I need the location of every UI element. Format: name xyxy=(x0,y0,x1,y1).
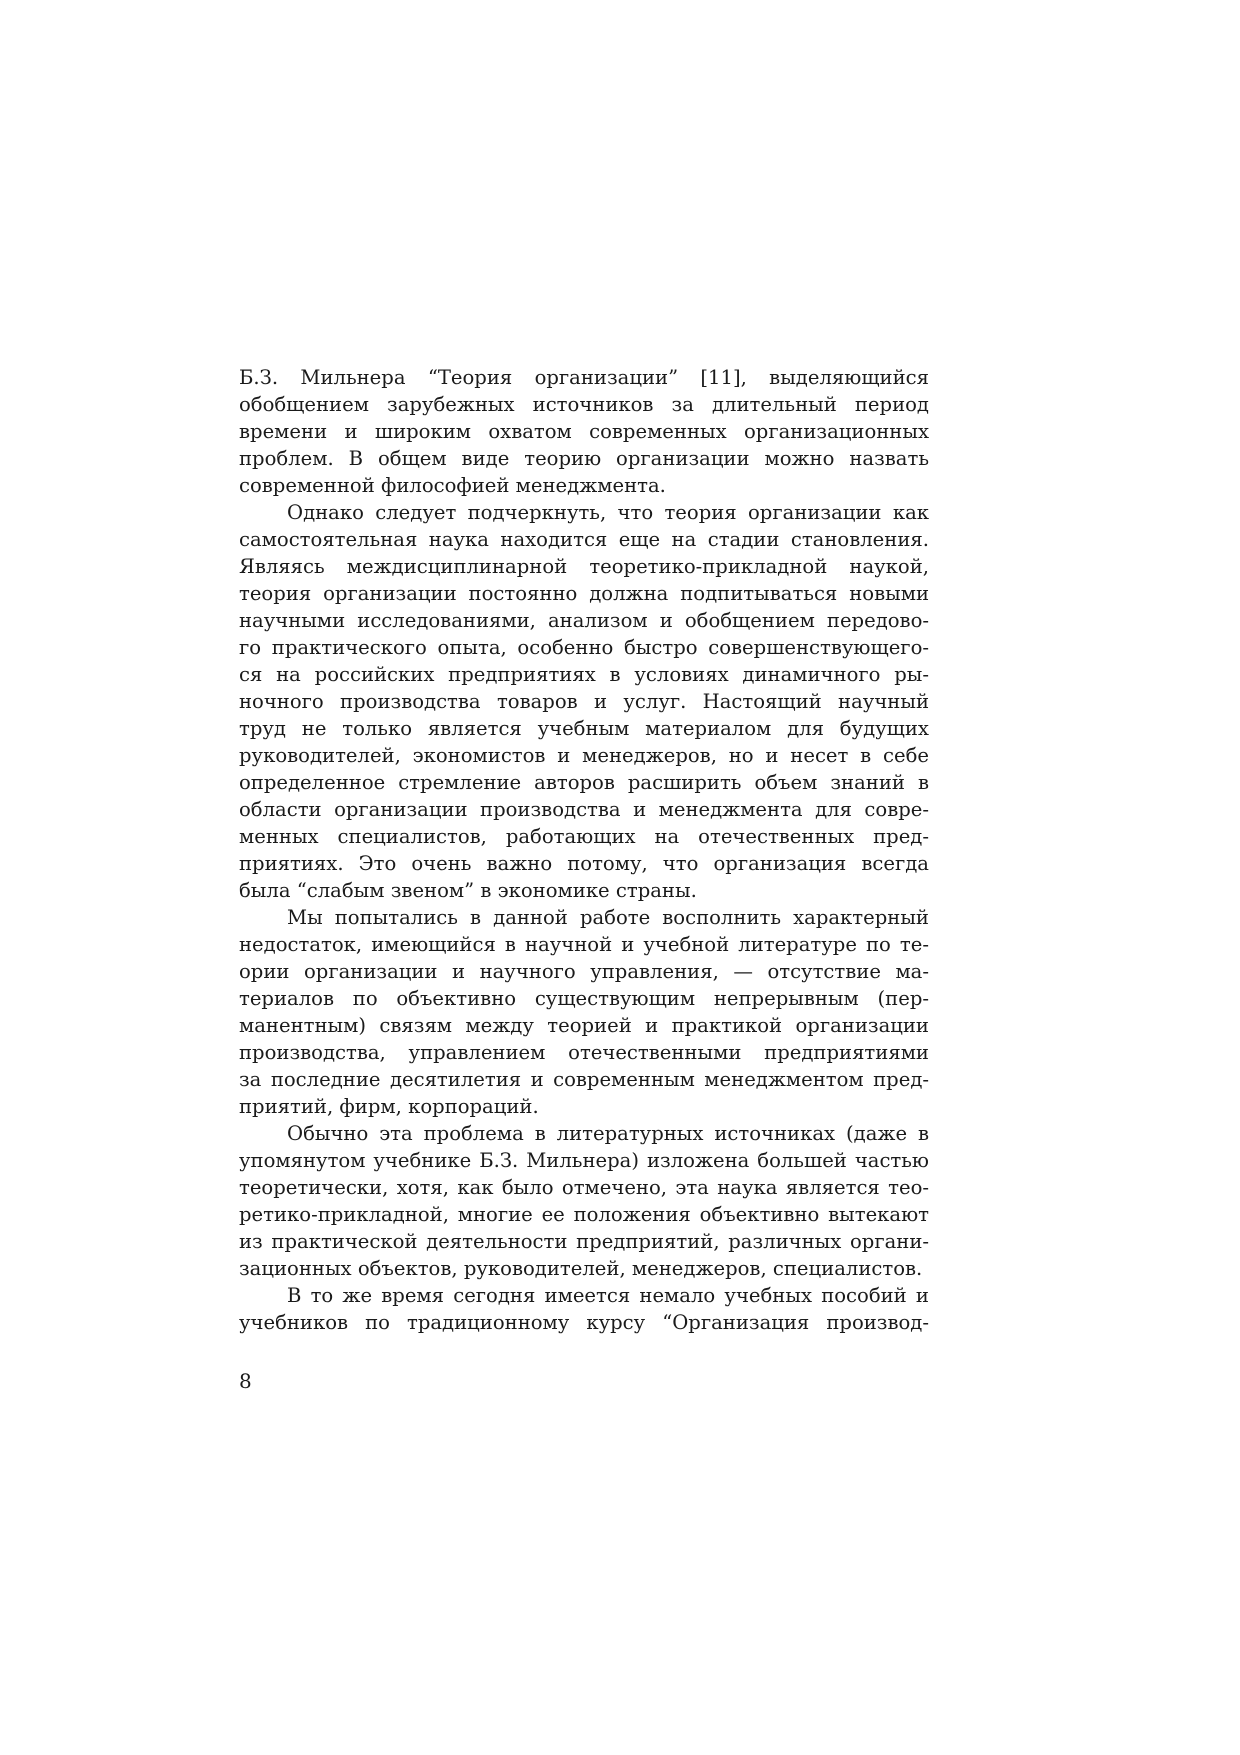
text-line: го практического опыта, особенно быстро совершенствующего- xyxy=(239,636,929,659)
text-line: Однако следует подчеркнуть, что теория организации как xyxy=(287,501,929,524)
text-line: Обычно эта проблема в литературных источниках (даже в xyxy=(287,1122,929,1145)
text-line: Являясь междисциплинарной теоретико-прикладной наукой, xyxy=(239,555,929,578)
text-line: упомянутом учебнике Б.З. Мильнера) изложена большей частью xyxy=(239,1149,929,1172)
text-line: учебников по традиционному курсу “Организация производ- xyxy=(239,1311,929,1334)
text-line: современной философией менеджмента. xyxy=(239,474,666,497)
text-line: ории организации и научного управления, — отсутствие ма- xyxy=(239,960,929,983)
text-line: манентным) связям между теорией и практикой организации xyxy=(239,1014,929,1037)
text-line: была “слабым звеном” в экономике страны. xyxy=(239,879,697,902)
text-line: ретико-прикладной, многие ее положения объективно вытекают xyxy=(239,1203,929,1226)
text-line: за последние десятилетия и современным менеджментом пред- xyxy=(239,1068,929,1091)
text-line: проблем. В общем виде теорию организации можно назвать xyxy=(239,447,929,470)
text-line: ся на российских предприятиях в условиях динамичного ры- xyxy=(239,663,929,686)
text-line: области организации производства и менеджмента для совре- xyxy=(239,798,929,821)
text-line: времени и широким охватом современных организационных xyxy=(239,420,929,443)
text-line: териалов по объективно существующим непрерывным (пер- xyxy=(239,987,929,1010)
text-line: теория организации постоянно должна подпитываться новыми xyxy=(239,582,929,605)
paragraph xyxy=(239,1282,929,1336)
text-line: теоретически, хотя, как было отмечено, эта наука является тео- xyxy=(239,1176,929,1199)
paragraph xyxy=(239,499,929,904)
text-line: недостаток, имеющийся в научной и учебной литературе по те- xyxy=(239,933,929,956)
paragraph xyxy=(239,1120,929,1282)
text-line: труд не только является учебным материалом для будущих xyxy=(239,717,929,740)
text-line: В то же время сегодня имеется немало учебных пособий и xyxy=(287,1284,929,1307)
text-line: приятиях. Это очень важно потому, что организация всегда xyxy=(239,852,929,875)
text-line: обобщением зарубежных источников за длительный период xyxy=(239,393,929,416)
text-line: ночного производства товаров и услуг. Настоящий научный xyxy=(239,690,929,713)
text-line: руководителей, экономистов и менеджеров, но и несет в себе xyxy=(239,744,929,767)
text-line: производства, управлением отечественными предприятиями xyxy=(239,1041,929,1064)
text-line: из практической деятельности предприятий, различных органи- xyxy=(239,1230,929,1253)
paragraph xyxy=(239,904,929,1120)
page-number: 8 xyxy=(239,1369,252,1393)
text-line: менных специалистов, работающих на отечественных пред- xyxy=(239,825,929,848)
text-line: самостоятельная наука находится еще на стадии становления. xyxy=(239,528,929,551)
text-line: зационных объектов, руководителей, менеджеров, специалистов. xyxy=(239,1257,923,1280)
text-line: Мы попытались в данной работе восполнить характерный xyxy=(287,906,929,929)
text-line: приятий, фирм, корпораций. xyxy=(239,1095,539,1118)
body-text xyxy=(239,364,929,1336)
text-line: Б.З. Мильнера “Теория организации” [11], выделяющийся xyxy=(239,366,929,389)
text-line: научными исследованиями, анализом и обобщением передово- xyxy=(239,609,929,632)
paragraph xyxy=(239,364,929,499)
text-line: определенное стремление авторов расширить объем знаний в xyxy=(239,771,929,794)
